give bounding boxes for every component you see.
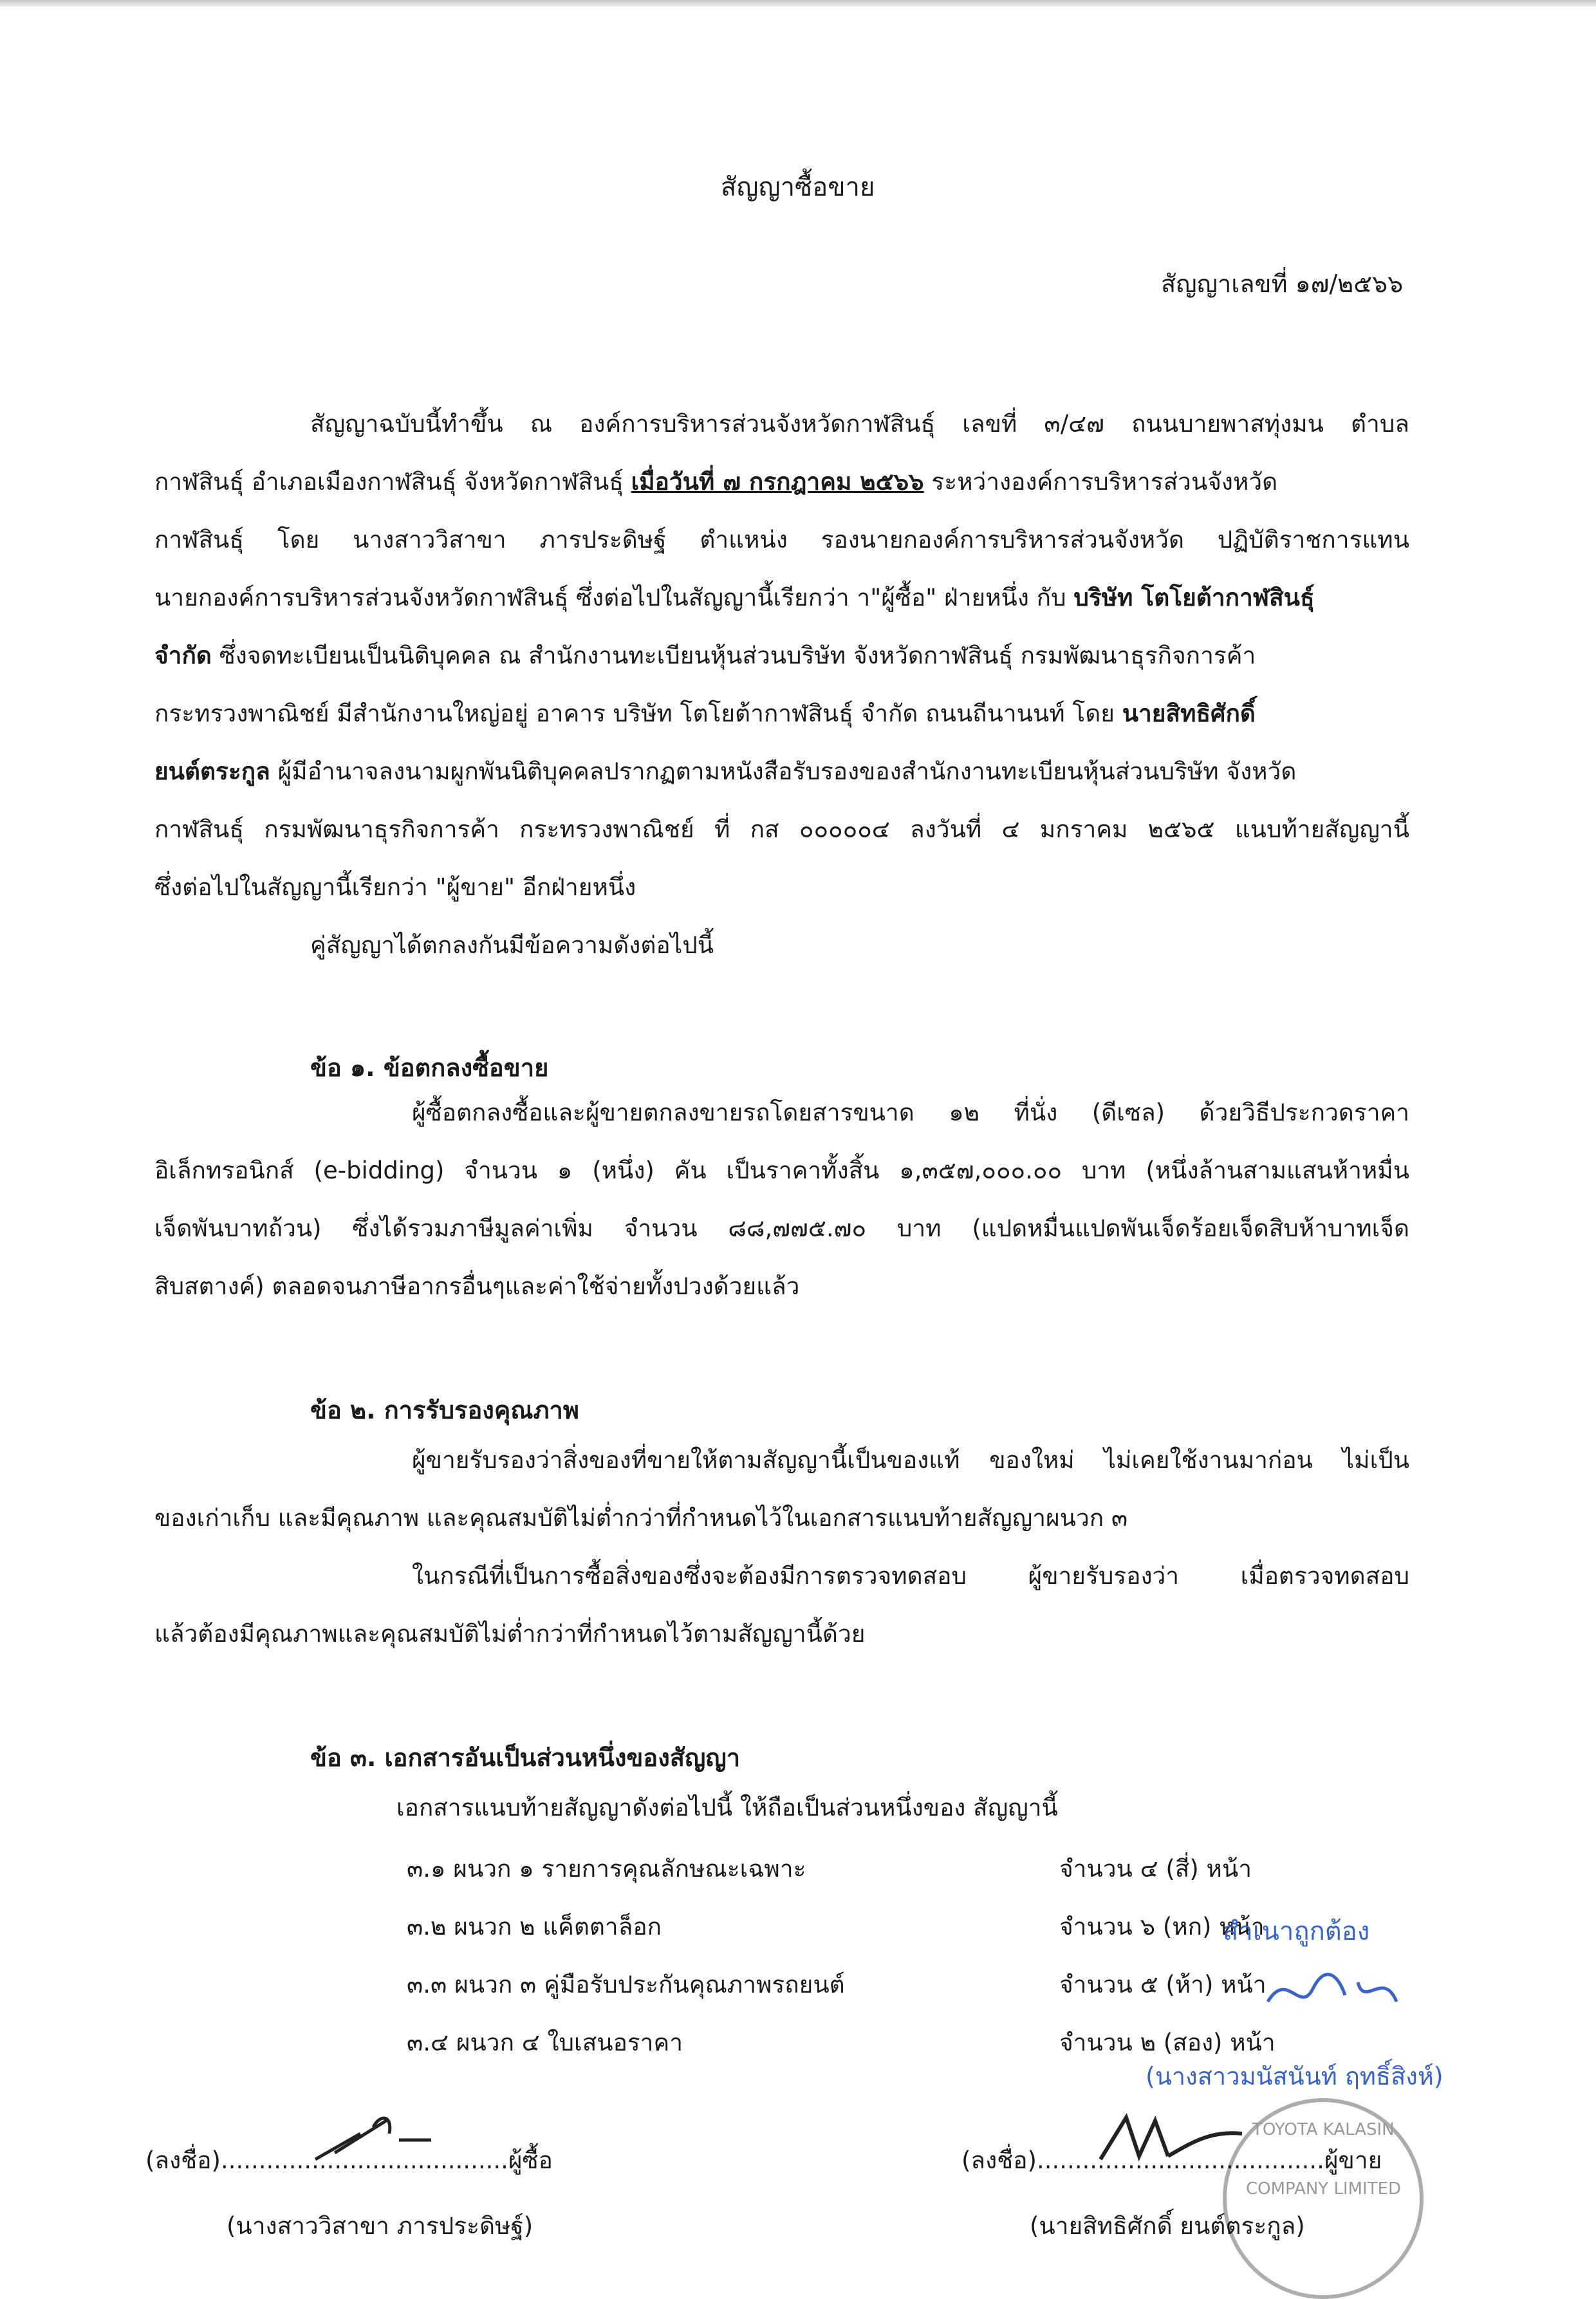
attachment-name: ๓.๓ ผนวก ๓ คู่มือรับประกันคุณภาพรถยนต์ xyxy=(407,1971,845,1998)
seller-name: (นายสิทธิศักดิ์ ยนต์ตระกูล) xyxy=(1030,2212,1305,2240)
clause-1-line-1: ผู้ซื้อตกลงซื้อและผู้ขายตกลงขายรถโดยสารขนาด ๑๒ ที่นั่ง (ดีเซล) ด้วยวิธีประกวดราคา xyxy=(412,1099,1409,1126)
contract-date: เมื่อวันที่ ๗ กรกฎาคม ๒๕๖๖ xyxy=(631,468,924,496)
seller-rep-surname: ยนต์ตระกูล xyxy=(154,758,270,785)
preamble-line-10: คู่สัญญาได้ตกลงกันมีข้อความดังต่อไปนี้ xyxy=(310,931,714,959)
clause-2-line-4: แล้วต้องมีคุณภาพและคุณสมบัติไม่ต่ำกว่าที่กำหนดไว้ตามสัญญานี้ด้วย xyxy=(154,1620,866,1648)
preamble-line-7 xyxy=(154,759,1296,783)
buyer-name: (นางสาววิสาขา ภารประดิษฐ์) xyxy=(227,2212,534,2240)
clause-3-heading: ข้อ ๓. เอกสารอันเป็นส่วนหนึ่งของสัญญา xyxy=(310,1744,741,1772)
seller-company: บริษัท โตโยต้ากาฬสินธุ์ xyxy=(1073,584,1315,611)
certifier-signature-icon xyxy=(1261,1957,1403,2027)
contract-number: สัญญาเลขที่ ๑๗/๒๕๖๖ xyxy=(1161,270,1404,298)
preamble-line-9: ซึ่งต่อไปในสัญญานี้เรียกว่า "ผู้ขาย" อีกฝ่ายหนึ่ง xyxy=(154,873,636,901)
preamble-text: ผู้มีอำนาจลงนามผูกพันนิติบุคคลปรากฏตามหนังสือรับรองของสำนักงานทะเบียนหุ้นส่วนบริษัท จังหวัด xyxy=(270,758,1297,785)
preamble-text: ซึ่งจดทะเบียนเป็นนิติบุคคล ณ สำนักงานทะเบียนหุ้นส่วนบริษัท จังหวัดกาฬสินธุ์ กรมพัฒนาธุรกิจการค้า xyxy=(211,642,1256,669)
attachment-pages: จำนวน ๔ (สี่) หน้า xyxy=(1059,1855,1252,1883)
clause-1-heading: ข้อ ๑. ข้อตกลงซื้อขาย xyxy=(310,1054,549,1082)
certified-copy-stamp: สำเนาถูกต้อง xyxy=(1223,1917,1370,1946)
clause-2-line-3: ในกรณีที่เป็นการซื้อสิ่งของซึ่งจะต้องมีการตรวจทดสอบ ผู้ขายรับรองว่า เมื่อตรวจทดสอบ xyxy=(412,1562,1409,1590)
clause-3-intro: เอกสารแนบท้ายสัญญาดังต่อไปนี้ ให้ถือเป็นส่วนหนึ่งของ สัญญานี้ xyxy=(396,1794,1058,1821)
document-title: สัญญาซื้อขาย xyxy=(721,172,875,202)
clause-2-heading: ข้อ ๒. การรับรองคุณภาพ xyxy=(310,1396,579,1424)
clause-2-line-1: ผู้ขายรับรองว่าสิ่งของที่ขายให้ตามสัญญานี้เป็นของแท้ ของใหม่ ไม่เคยใช้งานมาก่อน ไม่เป็น xyxy=(412,1446,1409,1474)
clause-1-line-2: อิเล็กทรอนิกส์ (e-bidding) จำนวน ๑ (หนึ่ง) คัน เป็นราคาทั้งสิ้น ๑,๓๕๗,๐๐๐.๐๐ บาท (หนึ่งล้านสามแสนห้าหมื่น xyxy=(154,1157,1409,1184)
seal-text-bottom: COMPANY LIMITED xyxy=(1246,2179,1402,2199)
preamble-line-5 xyxy=(154,644,1256,667)
buyer-signature-icon xyxy=(309,2108,438,2166)
attachment-pages: จำนวน ๖ (หก) หน้า xyxy=(1059,1913,1265,1941)
preamble-text: กระทรวงพาณิชย์ มีสำนักงานใหญ่อยู่ อาคาร บริษัท โตโยต้ากาฬสินธุ์ จำกัด ถนนถีนานนท์ โดย xyxy=(154,700,1122,727)
preamble-text: ระหว่างองค์การบริหารส่วนจังหวัด xyxy=(923,468,1278,496)
preamble-line-8: กาฬสินธุ์ กรมพัฒนาธุรกิจการค้า กระทรวงพาณิชย์ ที่ กส ๐๐๐๐๐๔ ลงวันที่ ๔ มกราคม ๒๕๖๕ แนบท้ายสัญญานี้ xyxy=(154,815,1409,843)
attachment-pages: จำนวน ๕ (ห้า) หน้า xyxy=(1059,1971,1267,1998)
seller-rep-name: นายสิทธิศักดิ์ xyxy=(1122,700,1256,727)
seller-signature-line: (ลงชื่อ)......................................ผู้ขาย xyxy=(961,2146,1382,2174)
preamble-line-4 xyxy=(154,586,1315,610)
seller-signature-icon xyxy=(1094,2105,1248,2169)
scan-edge xyxy=(0,0,1596,6)
attachment-name: ๓.๑ ผนวก ๑ รายการคุณลักษณะเฉพาะ xyxy=(407,1855,806,1883)
preamble-line-6 xyxy=(154,702,1256,725)
preamble-line-1: สัญญาฉบับนี้ทำขึ้น ณ องค์การบริหารส่วนจังหวัดกาฬสินธุ์ เลขที่ ๓/๔๗ ถนนบายพาสทุ่งมน ตำบล xyxy=(310,410,1409,438)
attachment-name: ๓.๔ ผนวก ๔ ใบเสนอราคา xyxy=(407,2029,683,2056)
preamble-text: กาฬสินธุ์ อำเภอเมืองกาฬสินธุ์ จังหวัดกาฬสินธุ์ xyxy=(154,468,631,496)
seal-text-top: TOYOTA KALASIN xyxy=(1252,2120,1395,2139)
clause-1-line-3: เจ็ดพันบาทถ้วน) ซึ่งได้รวมภาษีมูลค่าเพิ่ม จำนวน ๘๘,๗๗๕.๗๐ บาท (แปดหมื่นแปดพันเจ็ดร้อยเจ็ดสิบห้าบาทเจ็ด xyxy=(154,1215,1409,1242)
seller-company-suffix: จำกัด xyxy=(154,642,212,669)
certifier-name: (นางสาวมนัสนันท์ ฤทธิ์สิงห์) xyxy=(1146,2062,1443,2090)
attachment-pages: จำนวน ๒ (สอง) หน้า xyxy=(1059,2029,1276,2056)
buyer-signature-line: (ลงชื่อ)......................................ผู้ซื้อ xyxy=(145,2146,553,2174)
preamble-text: นายกองค์การบริหารส่วนจังหวัดกาฬสินธุ์ ซึ่งต่อไปในสัญญานี้เรียกว่า า"ผู้ซื้อ" ฝ่ายหนึ่ง กับ xyxy=(154,584,1074,611)
preamble-line-3: กาฬสินธุ์ โดย นางสาววิสาขา ภารประดิษฐ์ ตำแหน่ง รองนายกองค์การบริหารส่วนจังหวัด ปฏิบัติราชการแทน xyxy=(154,526,1409,554)
clause-2-line-2: ของเก่าเก็บ และมีคุณภาพ และคุณสมบัติไม่ต่ำกว่าที่กำหนดไว้ในเอกสารแนบท้ายสัญญาผนวก ๓ xyxy=(154,1504,1128,1532)
preamble-line-2 xyxy=(154,470,1277,494)
company-seal xyxy=(1223,2098,1424,2299)
clause-1-line-4: สิบสตางค์) ตลอดจนภาษีอากรอื่นๆและค่าใช้จ่ายทั้งปวงด้วยแล้ว xyxy=(154,1272,800,1300)
attachment-name: ๓.๒ ผนวก ๒ แค็ตตาล็อก xyxy=(407,1913,662,1941)
